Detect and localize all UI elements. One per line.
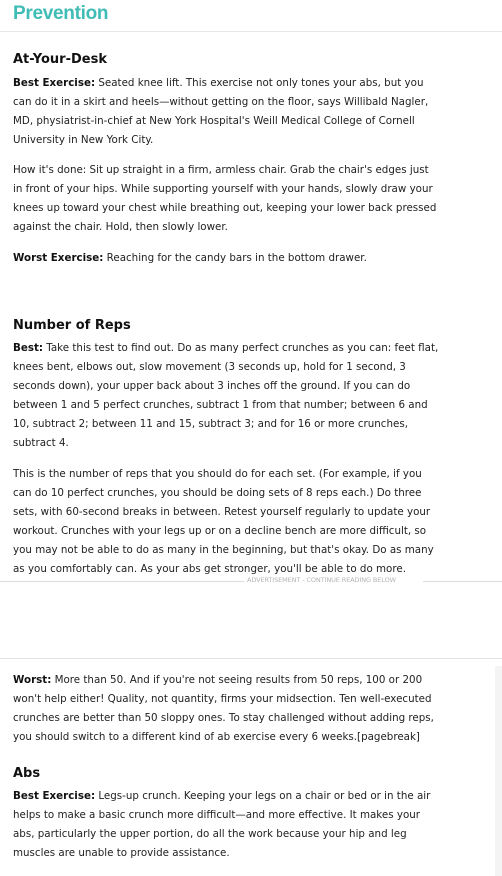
side-scroll-strip	[495, 666, 502, 876]
divider-line	[423, 581, 502, 582]
advertisement-divider	[0, 575, 502, 589]
advertisement-bottom-divider	[0, 658, 502, 659]
section-number-of-reps-continued	[13, 671, 441, 747]
best-exercise-text: Seated knee lift. This exercise not only tones your abs, but you can do it in a skirt and heels—without getting on the floor, says Willibald Nagler, MD, physiatrist-in-chief at New York Hospital's Weill Medical College of Cornell University in New York City.	[13, 77, 429, 146]
section-number-of-reps	[13, 318, 441, 579]
section-heading: At-Your-Desk	[13, 52, 107, 67]
worst-exercise-paragraph	[13, 249, 441, 268]
best-paragraph	[13, 339, 441, 453]
reps-explanation-paragraph: This is the number of reps that you should do for each set. (For example, if you can do 10 perfect crunches, you should be doing sets of 8 reps each.) Do three sets, with 60-second breaks in between. Retest yourself regularly to update your workout. Crunches with your legs up or on a decline bench are more difficult, so you may not be able to do as many in the beginning, but that's okay. Do as many as you comfortably can. As your abs get stronger, you'll be able to do more.	[13, 468, 434, 575]
best-exercise-label: Best Exercise:	[13, 790, 96, 802]
best-exercise-paragraph	[13, 787, 441, 863]
section-heading: Number of Reps	[13, 318, 131, 333]
section-at-your-desk	[13, 52, 441, 268]
worst-label: Worst:	[13, 674, 52, 686]
best-label: Best:	[13, 342, 44, 354]
worst-exercise-label: Worst Exercise:	[13, 252, 104, 264]
divider-line	[0, 581, 244, 582]
best-exercise-paragraph	[13, 74, 441, 150]
best-exercise-text: Legs-up crunch. Keeping your legs on a chair or bed or in the air helps to make a basic crunch more difficult—and more effective. It makes your abs, particularly the upper portion, do all the work because your hip and leg muscles are unable to provide assistance.	[13, 790, 431, 859]
worst-exercise-text: Reaching for the candy bars in the bottom drawer.	[103, 252, 367, 264]
advertisement-label: ADVERTISEMENT - CONTINUE READING BELOW	[247, 576, 396, 584]
section-heading: Abs	[13, 766, 41, 781]
site-logo[interactable]: Prevention	[13, 3, 109, 24]
best-exercise-label: Best Exercise:	[13, 77, 96, 89]
best-text: Take this test to find out. Do as many perfect crunches as you can: feet flat, knees bent, elbows out, slow movement (3 seconds up, hold for 1 second, 3 seconds down), your upper back about 3 inches off the ground. If you can do between 1 and 5 perfect crunches, subtract 1 from that number; between 6 and 10, subtract 2; between 11 and 15, subtract 3; and for 16 or more crunches, subtract 4.	[13, 342, 439, 449]
site-header	[0, 0, 502, 32]
how-its-done-paragraph: How it's done: Sit up straight in a firm, armless chair. Grab the chair's edges just in front of your hips. While supporting yourself with your hands, slowly draw your knees up toward your chest while breathing out, keeping your lower back pressed against the chair. Hold, then slowly lower.	[13, 164, 437, 233]
worst-paragraph	[13, 671, 441, 747]
worst-text: More than 50. And if you're not seeing results from 50 reps, 100 or 200 won't help either! Quality, not quantity, firms your midsection. Ten well-executed crunches are better than 50 sloppy ones. To stay challenged without adding reps, you should switch to a different kind of ab exercise every 6 weeks.[pagebreak]	[13, 674, 434, 743]
section-abs	[13, 766, 441, 863]
